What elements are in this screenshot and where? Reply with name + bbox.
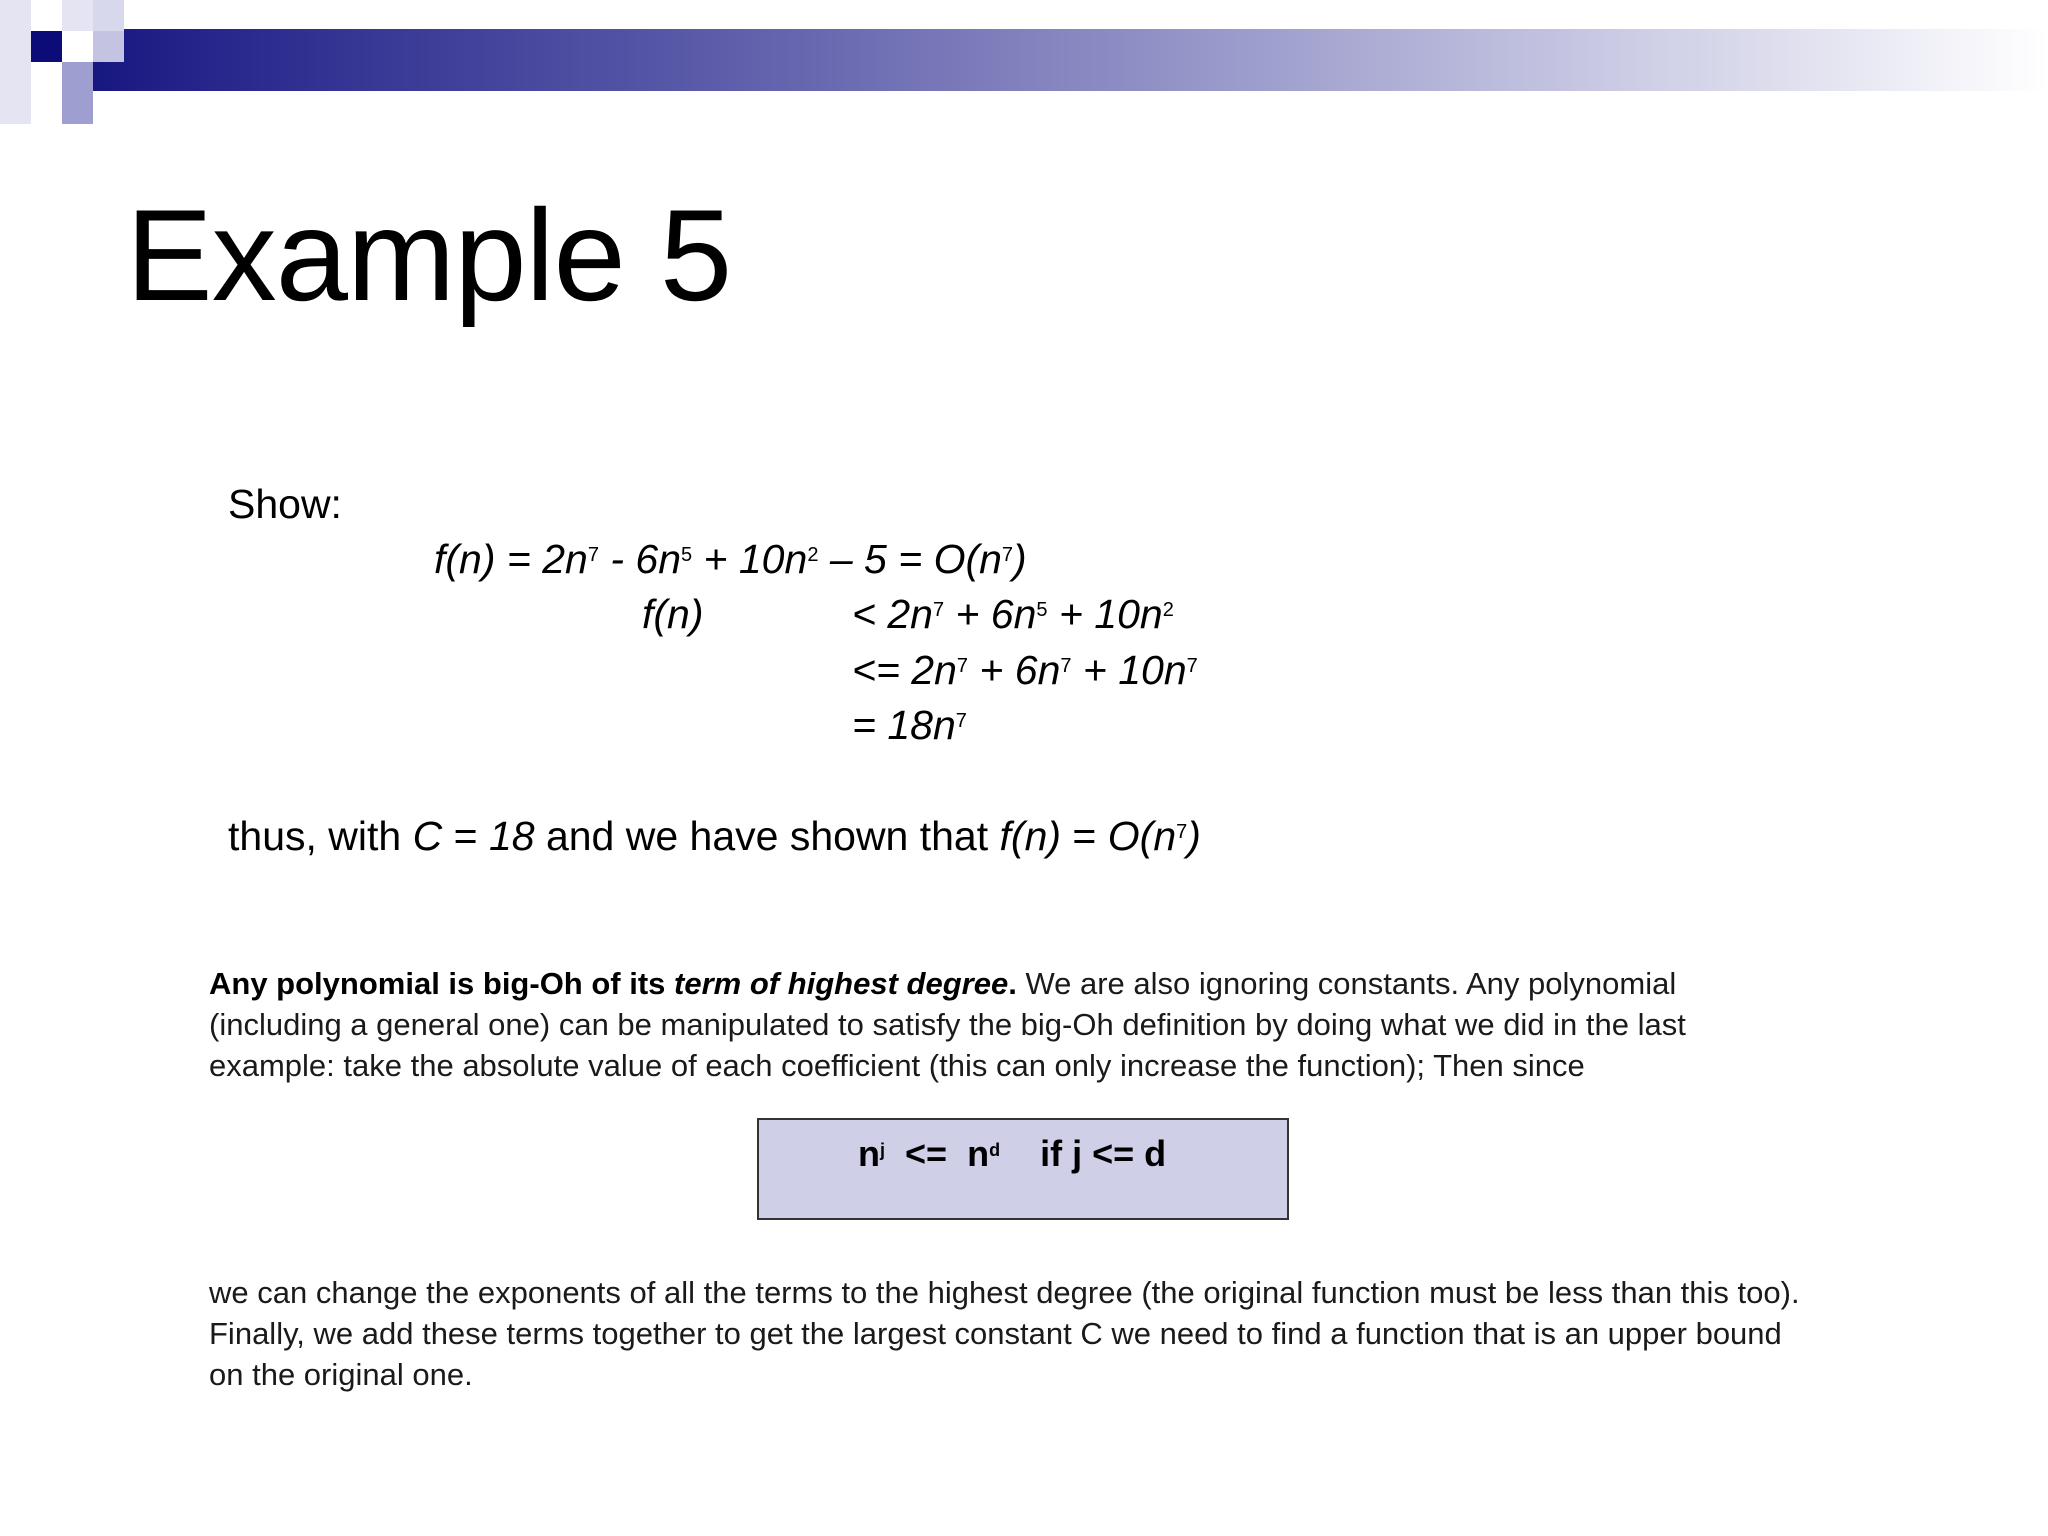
decor-square — [62, 0, 93, 31]
statement-tail: – 5 = — [818, 536, 934, 582]
statement-n: n — [979, 536, 1002, 582]
step2-n: n — [1037, 647, 1061, 693]
conclusion-t1: thus, with — [228, 813, 413, 859]
conclusion-t4: = — [1061, 813, 1108, 859]
statement-n: n — [565, 536, 588, 582]
explanation-paragraph-1 — [209, 963, 1809, 1086]
step1-n: n — [1013, 591, 1037, 637]
conclusion-f: f(n) — [999, 813, 1062, 859]
rule-condition: if j <= d — [1000, 1133, 1167, 1174]
decor-square — [93, 0, 124, 31]
show-label-text: Show: — [228, 481, 342, 527]
decor-square — [62, 31, 93, 62]
statement-m1: - 6 — [598, 536, 659, 582]
title-band — [0, 29, 2048, 91]
step2-n: n — [934, 647, 957, 693]
step2-le: <= 2 — [852, 647, 935, 693]
rule-le: <= — [885, 1133, 968, 1174]
statement-exp5: 5 — [681, 544, 693, 566]
rule-n: n — [967, 1133, 990, 1174]
explanation-text-2: we can change the exponents of all the terms to the highest degree (the original function must be less than this too). Finally, we add these terms together to get the largest constant C we need to find a function that is an upper bound on the original one. — [209, 1275, 1800, 1392]
show-label — [228, 481, 342, 527]
statement-line — [434, 536, 1027, 582]
explanation-text: We are also ignoring constants. Any polynomial (including a general one) can be manipulated to satisfy the big-Oh definition by doing what we did in the last example: take the absolute value of each coefficient (this can only increase the function); Then since — [209, 966, 1686, 1083]
statement-eq1: = 2 — [495, 536, 566, 582]
statement-n: n — [658, 536, 682, 582]
step1-exp2: 2 — [1162, 599, 1174, 621]
step1-p1: + 6 — [944, 591, 1014, 637]
statement-exp7: 7 — [1001, 544, 1014, 566]
rule-exp-d: d — [989, 1140, 1001, 1160]
conclusion-C: C — [412, 813, 443, 859]
step2-exp7: 7 — [1060, 655, 1072, 677]
conclusion-n: n — [1153, 813, 1177, 859]
step1-p2: + 10 — [1047, 591, 1140, 637]
proof-step-2 — [852, 647, 1198, 693]
statement-p1: + 10 — [692, 536, 785, 582]
decor-square — [0, 0, 31, 31]
decor-square — [93, 31, 124, 62]
conclusion-close: ) — [1187, 813, 1201, 859]
step2-exp7: 7 — [1186, 655, 1198, 677]
rule-text — [858, 1133, 1167, 1174]
decor-square — [0, 93, 31, 124]
step1-lt: < 2 — [852, 591, 911, 637]
proof-lhs-text: f(n) — [642, 591, 704, 637]
statement-bigo: O( — [933, 536, 980, 582]
step2-p2: + 10 — [1071, 647, 1164, 693]
conclusion-line — [228, 813, 1201, 859]
step1-exp5: 5 — [1036, 599, 1048, 621]
step2-exp7: 7 — [956, 655, 969, 677]
conclusion-t3: and we have shown that — [534, 813, 1000, 859]
step2-n: n — [1163, 647, 1187, 693]
step3-exp7: 7 — [955, 710, 967, 732]
statement-exp2: 2 — [807, 544, 819, 566]
proof-lhs — [642, 591, 704, 637]
conclusion-value: 18 — [488, 813, 535, 859]
statement-f: f(n) — [434, 536, 496, 582]
conclusion-t2: = — [442, 813, 489, 859]
step2-p1: + 6 — [968, 647, 1038, 693]
step1-exp7: 7 — [932, 599, 945, 621]
decor-square — [62, 62, 93, 93]
step1-n: n — [910, 591, 933, 637]
statement-close: ) — [1013, 536, 1027, 582]
step1-n: n — [1139, 591, 1163, 637]
statement-exp7: 7 — [587, 544, 599, 566]
conclusion-bigo: O( — [1107, 813, 1154, 859]
decor-square — [31, 62, 62, 93]
decor-square — [0, 31, 31, 62]
explanation-emphasis: term of highest degree — [674, 966, 1009, 1001]
explanation-bold-end: . — [1008, 966, 1017, 1001]
decor-square — [0, 62, 31, 93]
proof-step-1 — [852, 591, 1174, 637]
statement-n: n — [784, 536, 808, 582]
conclusion-exp7: 7 — [1176, 821, 1188, 843]
decor-square — [62, 93, 93, 124]
slide-title: Example 5 — [126, 182, 732, 328]
rule-exp-j: j — [880, 1140, 886, 1160]
rule-n: n — [858, 1133, 880, 1174]
decor-square — [31, 0, 62, 31]
proof-step-3 — [852, 702, 967, 748]
step3-eq: = 18 — [852, 702, 933, 748]
decor-square — [31, 31, 62, 62]
step3-n: n — [932, 702, 956, 748]
explanation-bold: Any polynomial is big-Oh of its — [209, 966, 675, 1001]
explanation-paragraph-2 — [209, 1272, 1809, 1395]
